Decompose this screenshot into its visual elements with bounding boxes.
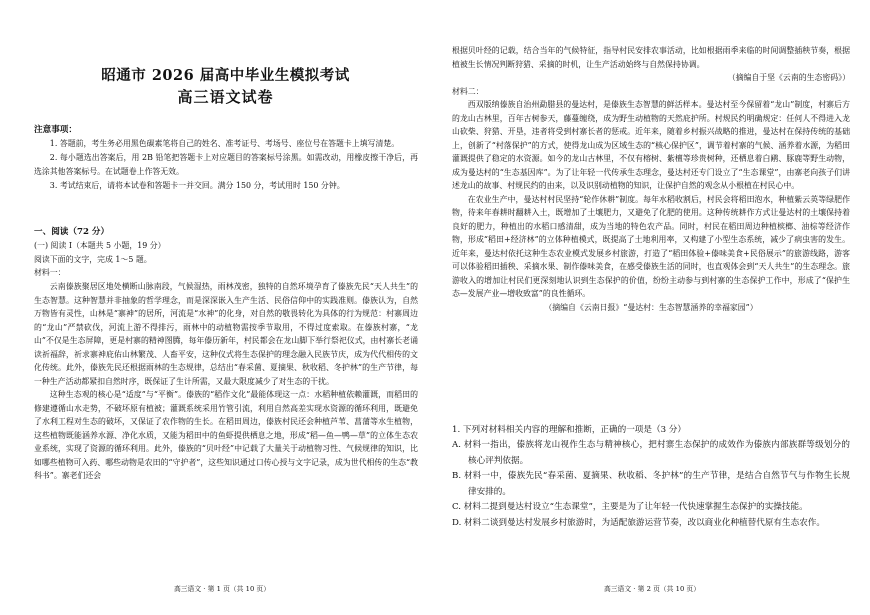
section-heading: 一、阅读（72 分） [34, 227, 110, 237]
option-b[interactable]: B. 材料一中，傣族先民“春采菌、夏摘果、秋收稻、冬护林”的生产节律，是结合自然节气与作物生长规律安排的。 [452, 471, 850, 497]
option-a[interactable]: A. 材料一指出，傣族将龙山视作生态与精神核心，把村寨生态保护的成效作为傣族内部族群等级划分的核心评判依据。 [452, 440, 850, 466]
material1-text [34, 280, 418, 483]
notice-item-3: 3. 考试结束后，请将本试卷和答题卡一并交回。满分 150 分，考试用时 150 分钟。 [49, 181, 345, 190]
material2-paragraph-1: 西双版纳傣族自治州勐腊县的曼达村，是傣族生态智慧的鲜活样本。曼达村至今保留着“龙山”制度，村寨后方的龙山古林里，百年古树参天，藤蔓缠绕，成为野生动植物的天然庇护所。村规民约明确规定：任何人不得进入龙山砍柴、狩猎、开垦，违者将受到村寨长者的惩戒。近年来，随着乡村振兴战略的推进，曼达村在保持传统的基础上，创新了“村落保护”的方式，使得龙山成为区域生态的“核心保护区”，调节着村寨的气候、涵养着水源，为稻田灌溉提供了稳定的水资源。如今的龙山古林里，不仅有榕树、紫檀等珍贵树种，还栖息着白鹇、豚鹿等野生动物，成为曼达村的“生态基因库”。为了让年轻一代传承生态理念，曼达村还专门设立了“生态课堂”，由寨老向孩子们讲述龙山的故事、村规民约的由来，以及识别动植物的知识，让保护自然的观念从小根植在村民心中。 [452, 100, 850, 190]
notice-block [34, 124, 418, 193]
exam-title: 昭通市 2026 届高中毕业生模拟考试 [101, 67, 350, 84]
material2-source: （摘编自《云南日报》“曼达村：生态智慧涵养的幸福家园”） [544, 302, 758, 312]
notice-item-1: 1. 答题前，考生务必用黑色碳素笔将自己的姓名、准考证号、考场号、座位号在答题卡上填写清楚。 [49, 139, 400, 148]
material1-paragraph-1: 云南傣族聚居区地处横断山脉南段，气候湿热，雨林茂密，独特的自然环境孕育了傣族先民“天人共生”的生态智慧。这种智慧并非抽象的哲学理念，而是深深嵌入生产生活、民俗信仰中的实践准则。傣族认为，自然万物皆有灵性，山林是“寨神”的居所，河流是“水神”的化身，对自然的敬畏转化为具体的行为规范：村寨周边的“龙山”严禁砍伐，河流上游不得排污，雨林中的动植物需按季节取用，不得过度索取。在傣族村寨，“龙山”不仅是生态屏障，更是村寨的精神图腾，每年傣历新年，村民都会在龙山脚下举行祭祀仪式，由村寨长老诵读祈福辞，祈求寨神庇佑山林繁茂、人畜平安，这种仪式将生态保护的理念融入民族节庆，成为代代相传的文化传统。此外，傣族先民还根据雨林的生态规律，总结出“春采菌、夏摘果、秋收稻、冬护林”的生产节律，每一种生产活动都紧扣自然时序，既保证了生计所需，又最大限度减少了对生态的干扰。 [34, 282, 418, 386]
option-d[interactable]: D. 材料二谈到曼达村发展乡村旅游时，为适配旅游运营节奏，改以商业化种植替代原有生态农作。 [452, 517, 825, 528]
material1-source: （摘编自于坚《云南的生态密码》） [727, 73, 850, 82]
option-c[interactable]: C. 材料二提到曼达村设立“生态课堂”，主要是为了让年轻一代快速掌握生态保护的实操技能。 [452, 502, 808, 512]
footer-right: 高三语文 · 第 2 页（共 10 页） [603, 585, 701, 593]
right-page-text [452, 44, 850, 314]
notice-heading: 注意事项： [34, 125, 77, 135]
question-block [452, 423, 850, 531]
exam-subtitle: 高三语文试卷 [177, 88, 274, 106]
material1-continuation: 根据贝叶经的记载，结合当年的气候特征，指导村民安排农事活动，比如根据雨季来临的时间调整插秧节奏，根据植被生长情况判断狩猎、采摘的时机，让生产活动始终与自然保持协调。 [452, 46, 850, 69]
question-1-stem: 1. 下列对材料相关内容的理解和推断，正确的一项是（3 分） [452, 425, 686, 435]
reading-instruction: 阅读下面的文字，完成 1～5 题。 [34, 254, 152, 264]
material2-paragraph-2: 在农业生产中，曼达村村民坚持“轮作休耕”制度。每年水稻收割后，村民会将稻田泡水，种植紫云英等绿肥作物，待来年春耕时翻耕入土，既增加了土壤肥力，又避免了化肥的使用。这种传统耕作方式让曼达村的土壤保持着良好的肥力，种植出的水稻口感清甜，成为当地的特色农产品。同时，村民在稻田周边种植槟榔、油棕等经济作物，形成“稻田+经济林”的立体种植模式，既提高了土地利用率，又构建了小型生态系统，减少了病虫害的发生。近年来，曼达村依托这种生态农业模式发展乡村旅游，打造了“稻田体验+傣味美食+民俗展示”的旅游线路，游客可以体验稻田插秧、采摘水果、制作傣味美食，在感受傣族生活的同时，也直观体会到“天人共生”的生态理念。旅游收入的增加让村民们更深刻地认识到生态保护的价值，纷纷主动参与到村寨的生态保护工作中，形成了“保护生态—发展产业—增收致富”的良性循环。 [452, 194, 850, 298]
footer-left: 高三语文 · 第 1 页（共 10 页） [173, 585, 271, 593]
section-intro [34, 226, 418, 280]
sub-section-heading: (一) 阅读 I（本题共 5 小题，19 分） [34, 241, 166, 250]
material1-paragraph-2: 这种生态观的核心是“适度”与“平衡”。傣族的“稻作文化”最能体现这一点：水稻种植依赖灌溉，而稻田的修建遵循山水走势，不破坏原有植被；灌溉系统采用竹管引流，利用自然高差实现水资源的循环利用，既避免了水利工程对生态的破坏，又保证了农作物的生长。在稻田周边，傣族村民还会种植芦苇、菖蒲等水生植物，这些植物既能涵养水源、净化水质，又能为稻田中的鱼虾提供栖息之地，形成“稻—鱼—鸭—草”的立体生态农业系统，实现了资源的循环利用。此外，傣族的“贝叶经”中记载了大量关于动植物习性、气候规律的知识，比如哪些植物可入药、哪些动物是农田的“守护者”，这些知识通过口传心授与文字记录，成为世代相传的生态“教科书”。寨老们还会 [34, 390, 418, 480]
material2-label: 材料二： [452, 86, 484, 96]
material1-label: 材料一： [34, 268, 66, 277]
notice-item-2: 2. 每小题选出答案后，用 2B 铅笔把答题卡上对应题目的答案标号涂黑。如需改动，用橡皮擦干净后，再选涂其他答案标号。在试题卷上作答无效。 [34, 153, 418, 176]
